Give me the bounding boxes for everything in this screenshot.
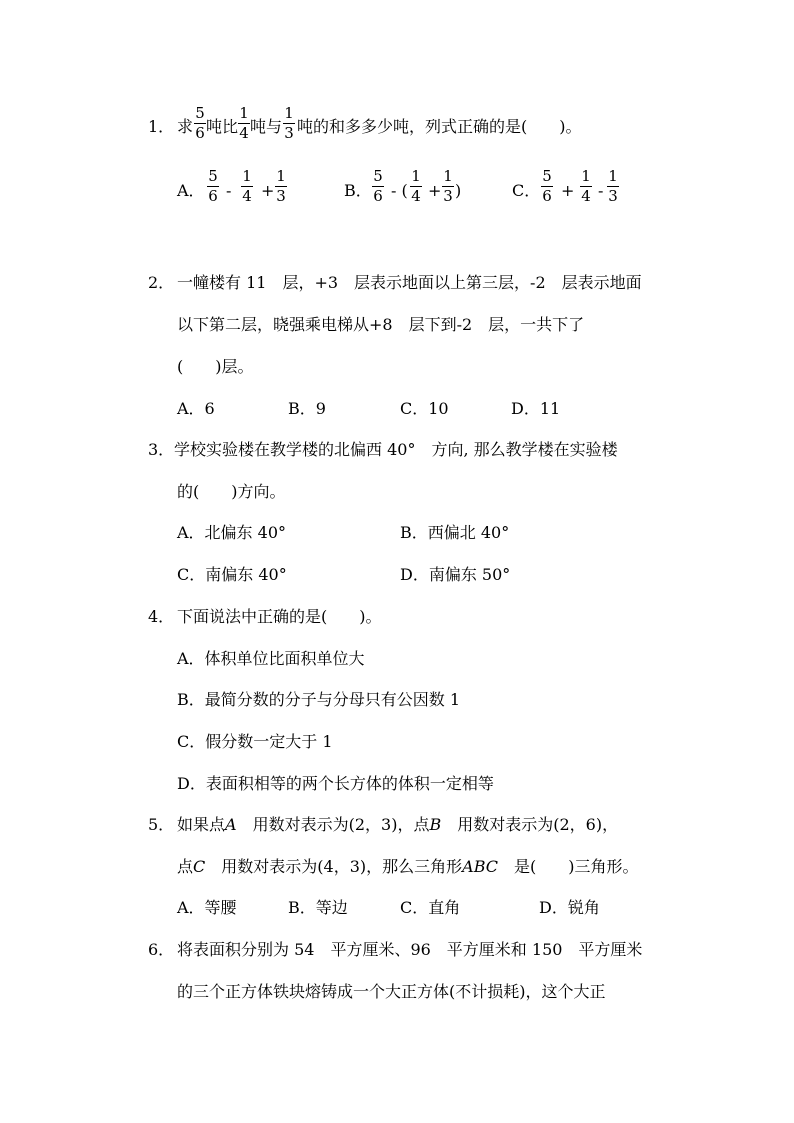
fraction: 5 6: [373, 167, 383, 205]
question-number: 3．: [148, 440, 175, 459]
question-line: 一幢楼有 11 层，+3 层表示地面以上第三层，-2 层表示地面: [177, 273, 642, 292]
question-line: 的三个正方体铁块熔铸成一个大正方体(不计损耗)，这个大正: [177, 982, 606, 1001]
fraction: 5 6: [195, 104, 205, 142]
option-c-label: C．: [512, 181, 541, 200]
question-number: 6．: [148, 940, 175, 959]
option: C．南偏东 40°: [177, 565, 287, 584]
question-line: 以下第二层，晓强乘电梯从+8 层下到-2 层，一共下了: [177, 315, 585, 334]
operator: -: [226, 181, 232, 200]
operator: +: [261, 181, 275, 200]
question-number: 4．: [148, 607, 175, 626]
option: B．等边: [288, 898, 348, 917]
option: D．表面积相等的两个长方体的体积一定相等: [177, 774, 494, 793]
option: A．等腰: [177, 898, 237, 917]
question-number: 2．: [148, 273, 175, 292]
option: A．体积单位比面积单位大: [177, 649, 365, 668]
question-text: 求: [177, 117, 194, 136]
operator: ): [455, 181, 462, 200]
fraction: 1 3: [276, 167, 286, 205]
question-text: 吨的和多多少吨，列式正确的是( )。: [297, 117, 582, 136]
option-b-label: B．: [344, 181, 372, 200]
option: B．9: [288, 399, 326, 418]
fraction: 1 3: [284, 104, 294, 142]
fraction: 5 6: [542, 167, 552, 205]
operator: -: [598, 181, 604, 200]
fraction: 1 3: [608, 167, 618, 205]
option: B．西偏北 40°: [400, 523, 510, 542]
option: C．假分数一定大于 1: [177, 732, 333, 751]
option-a-label: A．: [177, 181, 205, 200]
option: C．10: [400, 399, 449, 418]
question-line: 的( )方向。: [177, 482, 286, 501]
question-line: 如果点A 用数对表示为(2，3)，点B 用数对表示为(2，6)，: [177, 815, 619, 834]
question-number: 5．: [148, 815, 175, 834]
option: A．北偏东 40°: [177, 523, 287, 542]
option: A．6: [177, 399, 215, 418]
option: C．直角: [400, 898, 461, 917]
operator: +: [561, 181, 575, 200]
fraction: 1 4: [411, 167, 421, 205]
question-line: 学校实验楼在教学楼的北偏西 40° 方向, 那么教学楼在实验楼: [174, 440, 618, 459]
option: D．南偏东 50°: [400, 565, 511, 584]
fraction: 1 4: [581, 167, 591, 205]
question-line: ( )层。: [177, 357, 254, 376]
fraction: 1 4: [239, 104, 249, 142]
operator: - (: [391, 181, 408, 200]
option: D．11: [511, 399, 561, 418]
option: B．最简分数的分子与分母只有公因数 1: [177, 690, 461, 709]
fraction: 1 4: [242, 167, 252, 205]
question-text: 吨比: [206, 117, 239, 136]
question-text: 吨与: [250, 117, 283, 136]
question-line: 将表面积分别为 54 平方厘米、96 平方厘米和 150 平方厘米: [177, 940, 643, 959]
operator: +: [428, 181, 442, 200]
question-line: 点C 用数对表示为(4，3)，那么三角形ABC 是( )三角形。: [177, 857, 639, 876]
question-line: 下面说法中正确的是( )。: [177, 607, 382, 626]
fraction: 5 6: [208, 167, 218, 205]
fraction: 1 3: [443, 167, 453, 205]
option: D．锐角: [539, 898, 600, 917]
question-number: 1．: [148, 117, 175, 136]
